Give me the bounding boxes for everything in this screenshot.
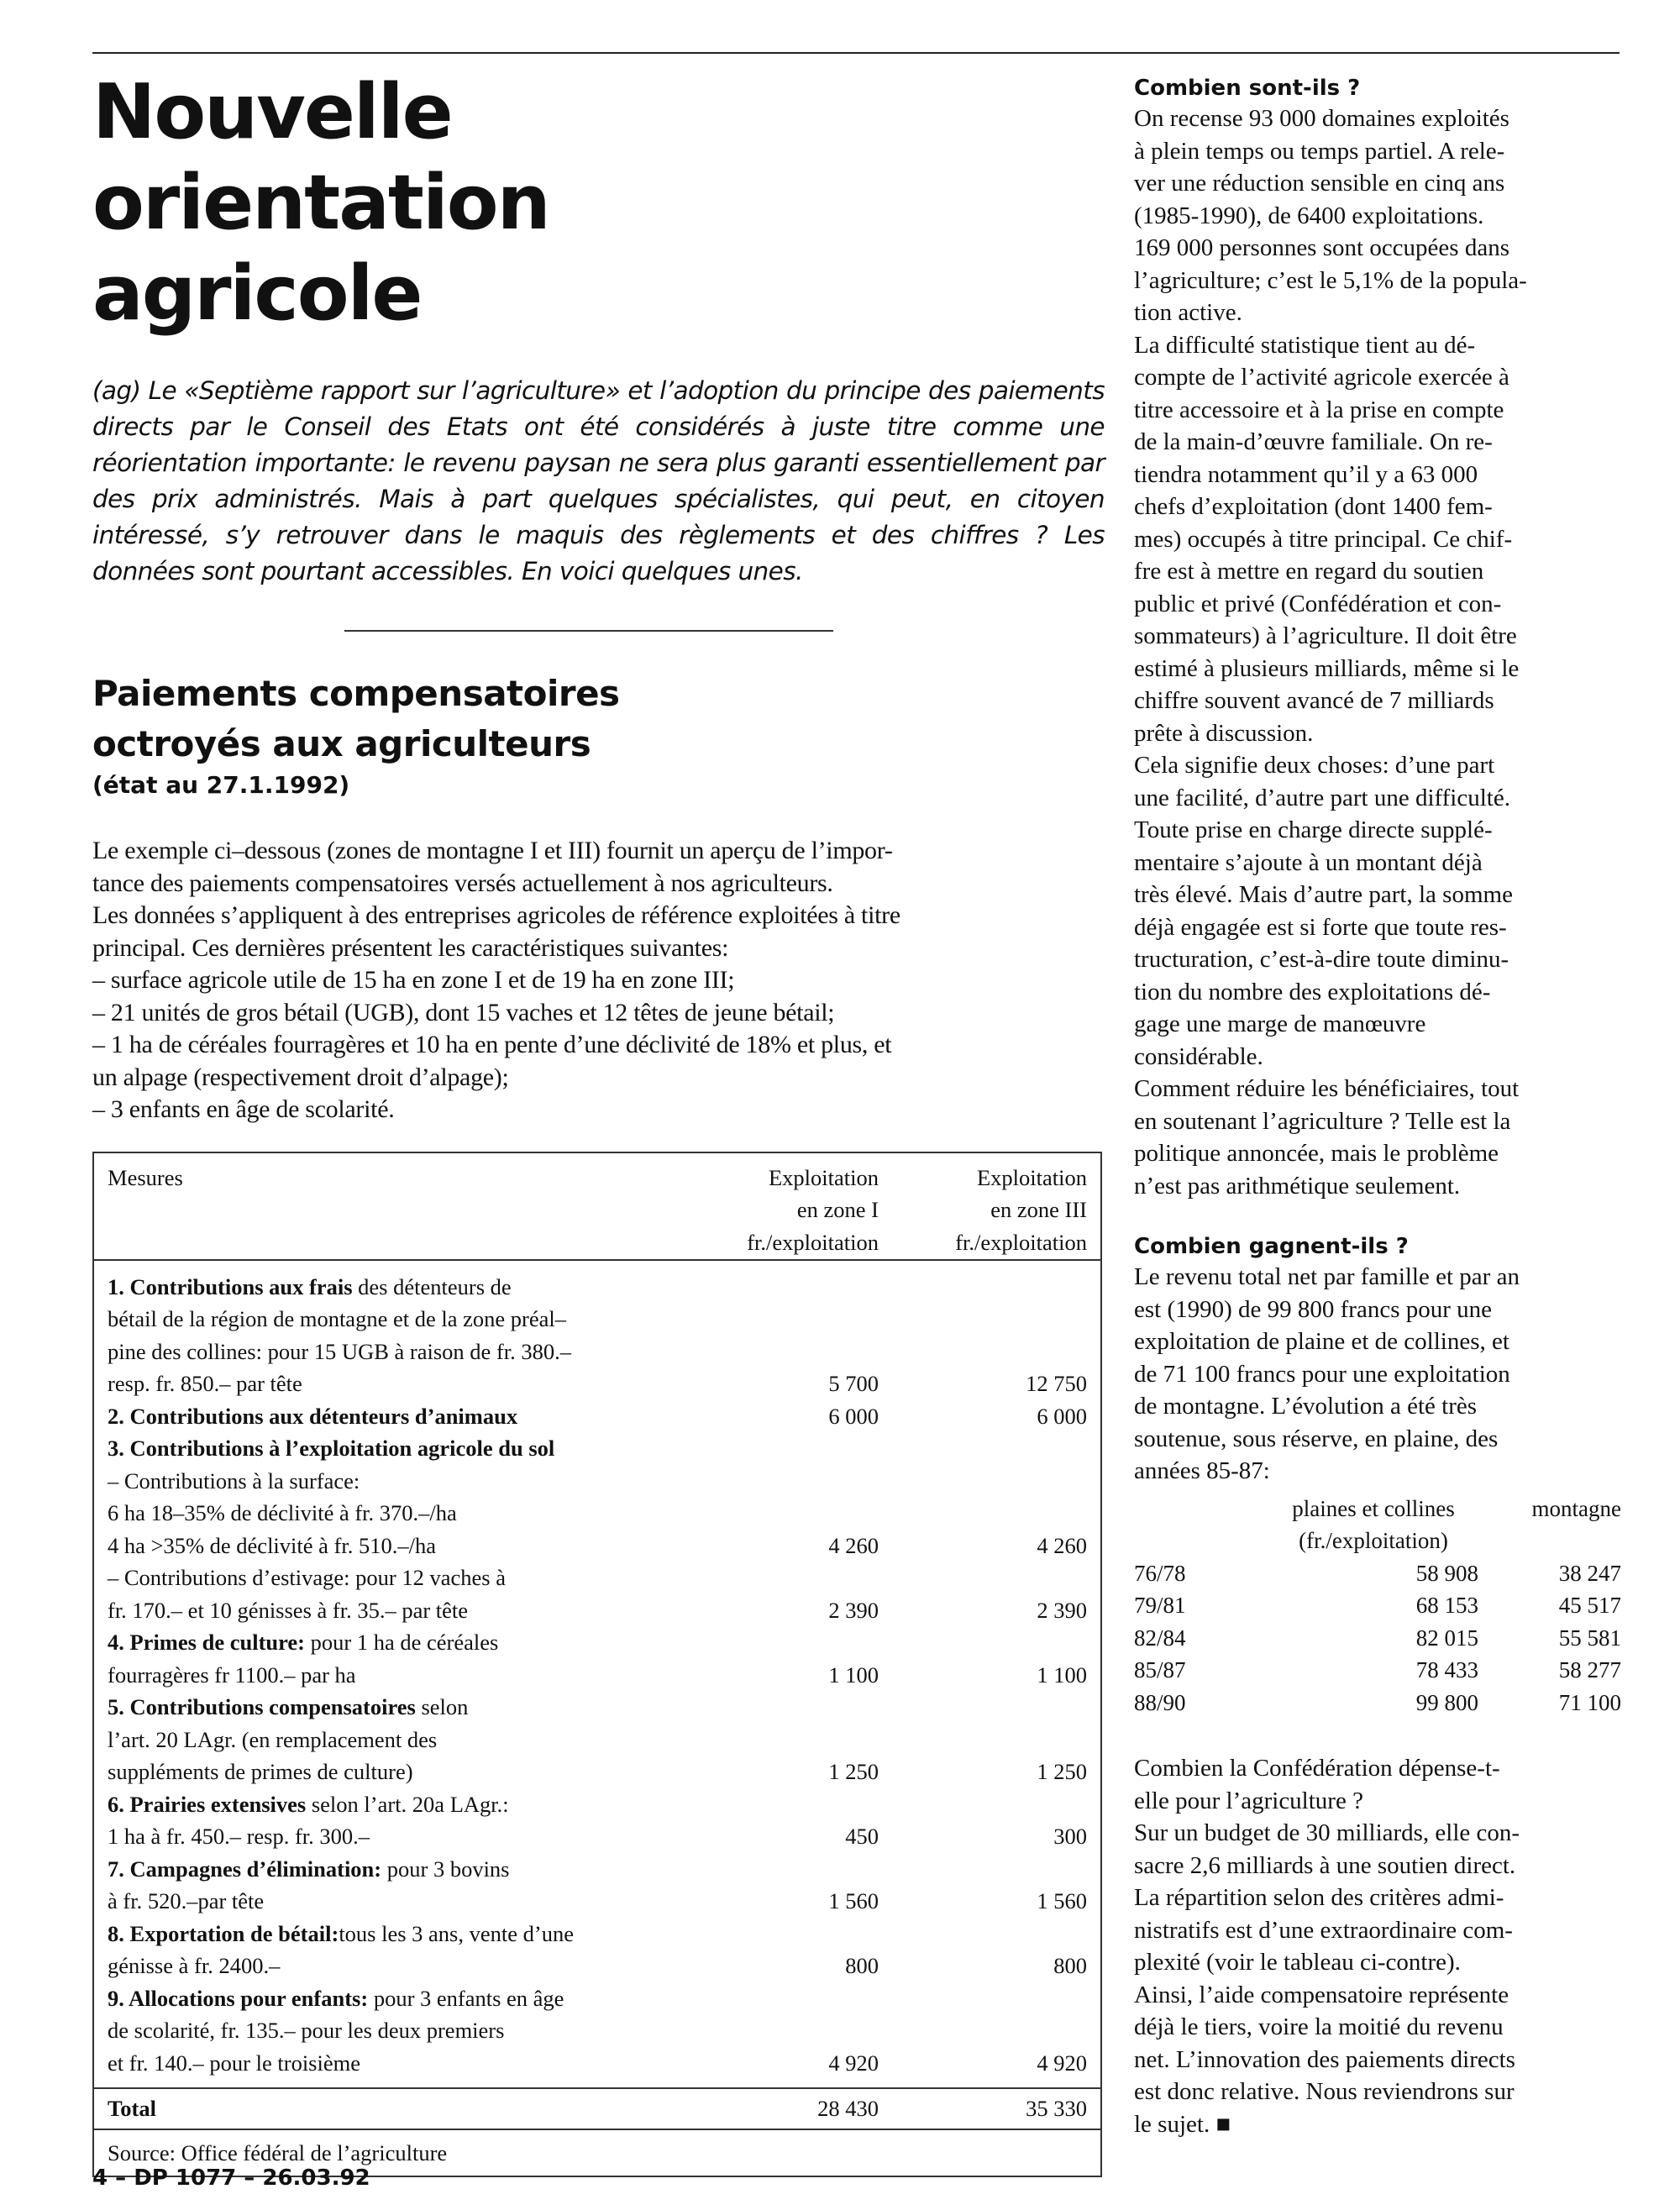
row-values (694, 1950, 1087, 1982)
row-line-bold: 4. Primes de culture: (108, 1630, 306, 1655)
text-line: politique annoncée, mais le problème (1134, 1140, 1499, 1167)
row-line (108, 1982, 694, 2015)
row-values (694, 1820, 1087, 1853)
text-line: une facilité, d’autre part une difficulté. (1134, 784, 1510, 811)
row-line-text: resp. fr. 850.– par tête (108, 1371, 302, 1396)
row-line-text: l’art. 20 LAgr. (en remplacement des (108, 1726, 438, 1752)
row-line (108, 1432, 694, 1465)
subhead-combien-gagnent-ils: Combien gagnent-ils ? (1134, 1234, 1409, 1259)
revenue-period: 82/84 (1134, 1625, 1186, 1651)
header-zone3 (902, 1162, 1087, 1255)
table-row (108, 1982, 1087, 2080)
revenue-col-unit: (fr./exploitation) (1299, 1528, 1448, 1553)
revenue-header (1134, 1493, 1621, 1525)
text-line: sacre 2,6 milliards à une soutien direct. (1134, 1851, 1516, 1879)
value-zone1: 1 250 (828, 1759, 879, 1784)
paragraph-block (1134, 1261, 1621, 1488)
text-line: exploitation de plaine et de collines, et (1134, 1328, 1509, 1355)
table-row (108, 1788, 1087, 1853)
table-row (108, 1626, 1087, 1691)
row-line-text: et fr. 140.– pour le troisième (108, 2050, 360, 2076)
row-description (108, 1691, 694, 1788)
row-line-bold: 1. Contributions aux frais (108, 1273, 353, 1299)
section-title (92, 669, 1105, 769)
text-line: à plein temps ou temps partiel. A rele- (1134, 137, 1505, 165)
revenue-plaine: 68 153 (1415, 1593, 1478, 1618)
value-zone1: 5 700 (828, 1371, 879, 1396)
value-zone3: 4 260 (1037, 1532, 1087, 1558)
row-line-text: bétail de la région de montagne et de la zone préal– (108, 1306, 566, 1331)
row-line-text: 1 ha à fr. 450.– resp. fr. 300.– (108, 1824, 370, 1849)
revenue-header-unit (1134, 1525, 1621, 1557)
value-zone3: 300 (1053, 1824, 1087, 1849)
row-line-bold: 2. Contributions aux détenteurs d’animaux (108, 1403, 518, 1429)
header-line: fr./exploitation (747, 1229, 879, 1255)
row-line-text: pour 3 enfants en âge (368, 1985, 564, 2011)
row-line (108, 1562, 694, 1594)
value-zone3: 2 390 (1037, 1597, 1087, 1623)
text-line: est donc relative. Nous reviendrons sur (1134, 2078, 1515, 2105)
row-line-text: de scolarité, fr. 135.– pour les deux premiers (108, 2018, 505, 2043)
row-line-text: pour 3 bovins (381, 1856, 510, 1882)
row-line-text: pine des collines: pour 15 UGB à raison de fr. 380.– (108, 1338, 571, 1364)
text-line: prête à discussion. (1134, 719, 1314, 747)
value-zone1: 6 000 (828, 1403, 879, 1429)
text-line: le sujet. ■ (1134, 2110, 1231, 2138)
section-title-line: octroyés aux agriculteurs (92, 723, 591, 764)
revenue-table (1134, 1493, 1621, 1719)
value-zone1: 4 260 (828, 1532, 879, 1558)
text-line: Ainsi, l’aide compensatoire représente (1134, 1981, 1509, 2008)
total-zone3: 35 330 (1026, 2096, 1087, 2121)
row-line-text: selon l’art. 20a LAgr.: (306, 1791, 509, 1817)
text-line: Combien la Confédération dépense-t- (1134, 1755, 1500, 1782)
row-description (108, 1432, 694, 1562)
intro-line: – 3 enfants en âge de scolarité. (92, 1095, 395, 1123)
row-line (108, 1530, 694, 1562)
paragraph-block (1134, 102, 1621, 1202)
text-line: l’agriculture; c’est le 5,1% de la popula- (1134, 266, 1527, 294)
revenue-plaine: 82 015 (1415, 1625, 1478, 1651)
intro-line: un alpage (respectivement droit d’alpage); (92, 1063, 509, 1091)
table-row (108, 1271, 1087, 1400)
row-line-text: à fr. 520.–par tête (108, 1888, 265, 1913)
lead-paragraph: (ag) Le «Septième rapport sur l’agriculture» et l’adoption du principe des paiements directs par le Conseil des Etats ont été considérés à juste titre comme une réorientation importante: le revenu paysan ne sera plus garanti essentiellement par des prix administrés. Mais à part quelques spécialistes, qui peut, en citoyen intéressé, s’y retrouver dans le maquis des règlements et des chiffres ? Les données sont pourtant accessibles. En voici quelques unes. (92, 376, 1105, 585)
row-line (108, 1788, 694, 1821)
text-line: 169 000 personnes sont occupées dans (1134, 234, 1509, 261)
intro-line: tance des paiements compensatoires versés actuellement à nos agriculteurs. (92, 869, 833, 897)
header-measures: Mesures (108, 1164, 183, 1190)
row-line (108, 1303, 694, 1336)
text-line: sommateurs) à l’agriculture. Il doit être (1134, 622, 1517, 649)
title-line: agricole (92, 249, 422, 338)
revenue-montagne: 38 247 (1558, 1560, 1621, 1586)
row-line-bold: 5. Contributions compensatoires (108, 1694, 416, 1719)
row-line-text: fourragères fr 1100.– par ha (108, 1661, 356, 1688)
row-values (694, 1885, 1087, 1918)
text-line: de 71 100 francs pour une exploitation (1134, 1360, 1510, 1388)
right-column (1134, 74, 1621, 2140)
text-line: très élevé. Mais d’autre part, la somme (1134, 881, 1513, 908)
revenue-row (1134, 1687, 1621, 1719)
revenue-plaine: 99 800 (1415, 1689, 1478, 1715)
table-row (108, 1853, 1087, 1918)
row-line (108, 1271, 694, 1304)
revenue-row (1134, 1654, 1621, 1687)
row-line-text: 4 ha >35% de déclivité à fr. 510.–/ha (108, 1532, 436, 1558)
table-row (108, 1691, 1087, 1788)
value-zone3: 1 560 (1037, 1888, 1087, 1913)
text-line: nistratifs est d’une extraordinaire com- (1134, 1916, 1513, 1944)
text-line: est (1990) de 99 800 francs pour une (1134, 1295, 1493, 1323)
row-line-bold: 9. Allocations pour enfants: (108, 1985, 369, 2011)
text-line: elle pour l’agriculture ? (1134, 1787, 1363, 1814)
text-line: en soutenant l’agriculture ? Telle est la (1134, 1107, 1511, 1135)
row-line (108, 1594, 694, 1627)
row-line (108, 1336, 694, 1368)
total-label: Total (108, 2096, 156, 2121)
row-values (694, 1400, 1087, 1433)
row-line (108, 1497, 694, 1530)
text-line: années 85-87: (1134, 1457, 1270, 1484)
text-line: gage une marge de manœuvre (1134, 1011, 1426, 1037)
value-zone3: 1 250 (1037, 1759, 1087, 1784)
row-line-text: génisse à fr. 2400.– (108, 1953, 281, 1978)
row-values (694, 1756, 1087, 1788)
revenue-period: 85/87 (1134, 1657, 1186, 1682)
row-line-bold: 3. Contributions à l’exploitation agricole du sol (108, 1436, 555, 1461)
table-row (108, 1562, 1087, 1626)
value-zone1: 1 100 (828, 1661, 879, 1688)
table-source: Source: Office fédéral de l’agriculture (108, 2139, 448, 2165)
row-line-text: des détenteurs de (352, 1273, 512, 1299)
row-description (108, 1562, 694, 1626)
value-zone1: 4 920 (828, 2050, 879, 2076)
row-description (108, 1626, 694, 1691)
row-line-text: – Contributions à la surface: (108, 1467, 360, 1493)
row-line (108, 1724, 694, 1756)
revenue-row (1134, 1557, 1621, 1590)
row-line-text: tous les 3 ans, vente d’une (339, 1920, 574, 1946)
value-zone3: 4 920 (1037, 2050, 1087, 2076)
revenue-period: 76/78 (1134, 1560, 1186, 1586)
row-line-text: selon (415, 1694, 469, 1719)
text-line: titre accessoire et à la prise en compte (1134, 396, 1504, 423)
row-line (108, 1691, 694, 1724)
text-line: déjà engagée est si forte que toute res- (1134, 913, 1507, 941)
value-zone3: 800 (1053, 1953, 1087, 1978)
text-line: chiffre souvent avancé de 7 milliards (1134, 687, 1494, 714)
row-line (108, 1367, 694, 1400)
intro-line: – surface agricole utile de 15 ha en zone I et de 19 ha en zone III; (92, 966, 735, 994)
row-line (108, 1626, 694, 1659)
left-column (92, 67, 1105, 2177)
page-footer: 4 – DP 1077 – 26.03.92 (92, 2165, 370, 2191)
total-zone1: 28 430 (817, 2096, 879, 2121)
revenue-plaine: 58 908 (1415, 1560, 1478, 1586)
revenue-period: 88/90 (1134, 1689, 1186, 1715)
revenue-col-plaine: plaines et collines (1292, 1495, 1455, 1521)
text-line: (1985-1990), de 6400 exploitations. (1134, 202, 1484, 229)
row-description (108, 1788, 694, 1853)
revenue-row (1134, 1622, 1621, 1655)
row-line-text: 6 ha 18–35% de déclivité à fr. 370.–/ha (108, 1500, 457, 1525)
table-header (94, 1153, 1100, 1261)
text-line: déjà le tiers, voire la moitié du revenu (1134, 2013, 1504, 2040)
text-line: La répartition selon des critères admi- (1134, 1884, 1504, 1911)
row-description (108, 1853, 694, 1918)
value-zone3: 6 000 (1037, 1403, 1087, 1429)
text-line: fre est à mettre en regard du soutien (1134, 558, 1484, 585)
intro-line: Le exemple ci–dessous (zones de montagne I et III) fournit un aperçu de l’impor- (92, 837, 893, 864)
row-line (108, 2014, 694, 2047)
row-values (694, 1594, 1087, 1627)
text-line: Cela signifie deux choses: d’une part (1134, 752, 1495, 779)
text-line: chefs d’exploitation (dont 1400 fem- (1134, 493, 1493, 520)
text-line: La difficulté statistique tient au dé- (1134, 331, 1476, 359)
text-line: On recense 93 000 domaines exploités (1134, 105, 1509, 132)
value-zone1: 1 560 (828, 1888, 879, 1913)
row-line-text: – Contributions d’estivage: pour 12 vaches à (108, 1565, 506, 1590)
text-line: tiendra notamment qu’il y a 63 000 (1134, 460, 1478, 488)
text-line: public et privé (Confédération et con- (1134, 590, 1502, 617)
text-line: mentaire s’ajoute à un montant déjà (1134, 848, 1483, 876)
payments-table (92, 1152, 1102, 2178)
text-line: Toute prise en charge directe supplé- (1134, 816, 1493, 843)
text-line: Comment réduire les bénéficiaires, tout (1134, 1075, 1520, 1102)
title-line: Nouvelle orientation (92, 68, 549, 247)
paragraph-block (1134, 1752, 1621, 2140)
intro-line: – 1 ha de céréales fourragères et 10 ha en pente d’une déclivité de 18% et plus, et (92, 1031, 892, 1058)
revenue-plaine: 78 433 (1415, 1657, 1478, 1682)
text-line: Le revenu total net par famille et par an (1134, 1263, 1520, 1290)
header-line: fr./exploitation (955, 1229, 1087, 1255)
row-line (108, 1756, 694, 1788)
row-line-text: pour 1 ha de céréales (305, 1630, 499, 1655)
text-line: de la main-d’œuvre familiale. On re- (1134, 428, 1493, 455)
text-line: tion du nombre des exploitations dé- (1134, 978, 1491, 1005)
text-line: net. L’innovation des paiements directs (1134, 2045, 1515, 2073)
revenue-rows (1134, 1557, 1621, 1719)
row-line (108, 1885, 694, 1918)
row-description (108, 1271, 694, 1400)
header-line: Exploitation (976, 1164, 1087, 1190)
text-line: plexité (voir le tableau ci-contre). (1134, 1949, 1461, 1976)
row-line-text: suppléments de primes de culture) (108, 1759, 413, 1784)
header-zone1 (694, 1162, 902, 1255)
row-line (108, 2047, 694, 2080)
revenue-montagne: 58 277 (1558, 1657, 1621, 1682)
text-line: Sur un budget de 30 milliards, elle con- (1134, 1819, 1520, 1846)
value-zone1: 2 390 (828, 1597, 879, 1623)
intro-line: Les données s’appliquent à des entreprises agricoles de référence exploitées à titre (92, 901, 900, 929)
text-line: n’est pas arithmétique seulement. (1134, 1172, 1461, 1199)
table-row (108, 1918, 1087, 1982)
row-line (108, 1465, 694, 1498)
text-line: compte de l’activité agricole exercée à (1134, 364, 1509, 391)
text-line: tion active. (1134, 299, 1242, 326)
row-description (108, 1918, 694, 1982)
section-intro (92, 835, 1105, 1126)
text-line: tructuration, c’est-à-dire toute diminu- (1134, 946, 1509, 973)
text-line: estimé à plusieurs milliards, même si le (1134, 654, 1520, 682)
text-line: soutenue, sous réserve, en plaine, des (1134, 1425, 1499, 1452)
value-zone1: 450 (845, 1824, 879, 1849)
table-body (94, 1261, 1100, 2088)
row-description (108, 1400, 694, 1433)
section-divider (344, 630, 833, 632)
table-total-row (94, 2087, 1100, 2130)
subhead-combien-sont-ils: Combien sont-ils ? (1134, 76, 1361, 101)
row-line (108, 1918, 694, 1950)
revenue-montagne: 55 581 (1558, 1625, 1621, 1651)
row-line (108, 1659, 694, 1692)
text-line: ver une réduction sensible en cinq ans (1134, 170, 1505, 197)
row-line-text: fr. 170.– et 10 génisses à fr. 35.– par tête (108, 1597, 469, 1623)
revenue-montagne: 71 100 (1558, 1689, 1621, 1715)
article-title (92, 67, 932, 339)
section-date: (état au 27.1.1992) (92, 771, 350, 799)
row-values (694, 1367, 1087, 1400)
table-row (108, 1400, 1087, 1433)
row-line-bold: 8. Exportation de bétail: (108, 1920, 339, 1946)
value-zone1: 800 (845, 1953, 879, 1978)
text-line: mes) occupés à titre principal. Ce chif- (1134, 525, 1513, 553)
header-line: en zone I (796, 1197, 879, 1222)
row-values (694, 2047, 1087, 2080)
row-line (108, 1400, 694, 1433)
header-line: en zone III (990, 1197, 1087, 1222)
row-line (108, 1853, 694, 1886)
row-values (694, 1530, 1087, 1562)
value-zone3: 1 100 (1037, 1661, 1087, 1688)
revenue-period: 79/81 (1134, 1593, 1186, 1618)
row-description (108, 1982, 694, 2080)
row-line-bold: 7. Campagnes d’élimination: (108, 1856, 382, 1882)
table-row (108, 1432, 1087, 1562)
row-line (108, 1820, 694, 1853)
intro-line: – 21 unités de gros bétail (UGB), dont 15 vaches et 12 têtes de jeune bétail; (92, 998, 835, 1026)
section-title-line: Paiements compensatoires (92, 673, 620, 714)
revenue-row (1134, 1589, 1621, 1622)
revenue-col-montagne: montagne (1531, 1495, 1621, 1521)
row-values (694, 1659, 1087, 1692)
top-rule (92, 52, 1620, 54)
header-line: Exploitation (768, 1164, 879, 1190)
row-line-bold: 6. Prairies extensives (108, 1791, 307, 1817)
text-line: de montagne. L’évolution a été très (1134, 1393, 1478, 1420)
value-zone3: 12 750 (1026, 1371, 1087, 1396)
revenue-montagne: 45 517 (1558, 1593, 1621, 1618)
text-line: considérable. (1134, 1042, 1263, 1070)
row-line (108, 1950, 694, 1982)
intro-line: principal. Ces dernières présentent les caractéristiques suivantes: (92, 933, 729, 962)
